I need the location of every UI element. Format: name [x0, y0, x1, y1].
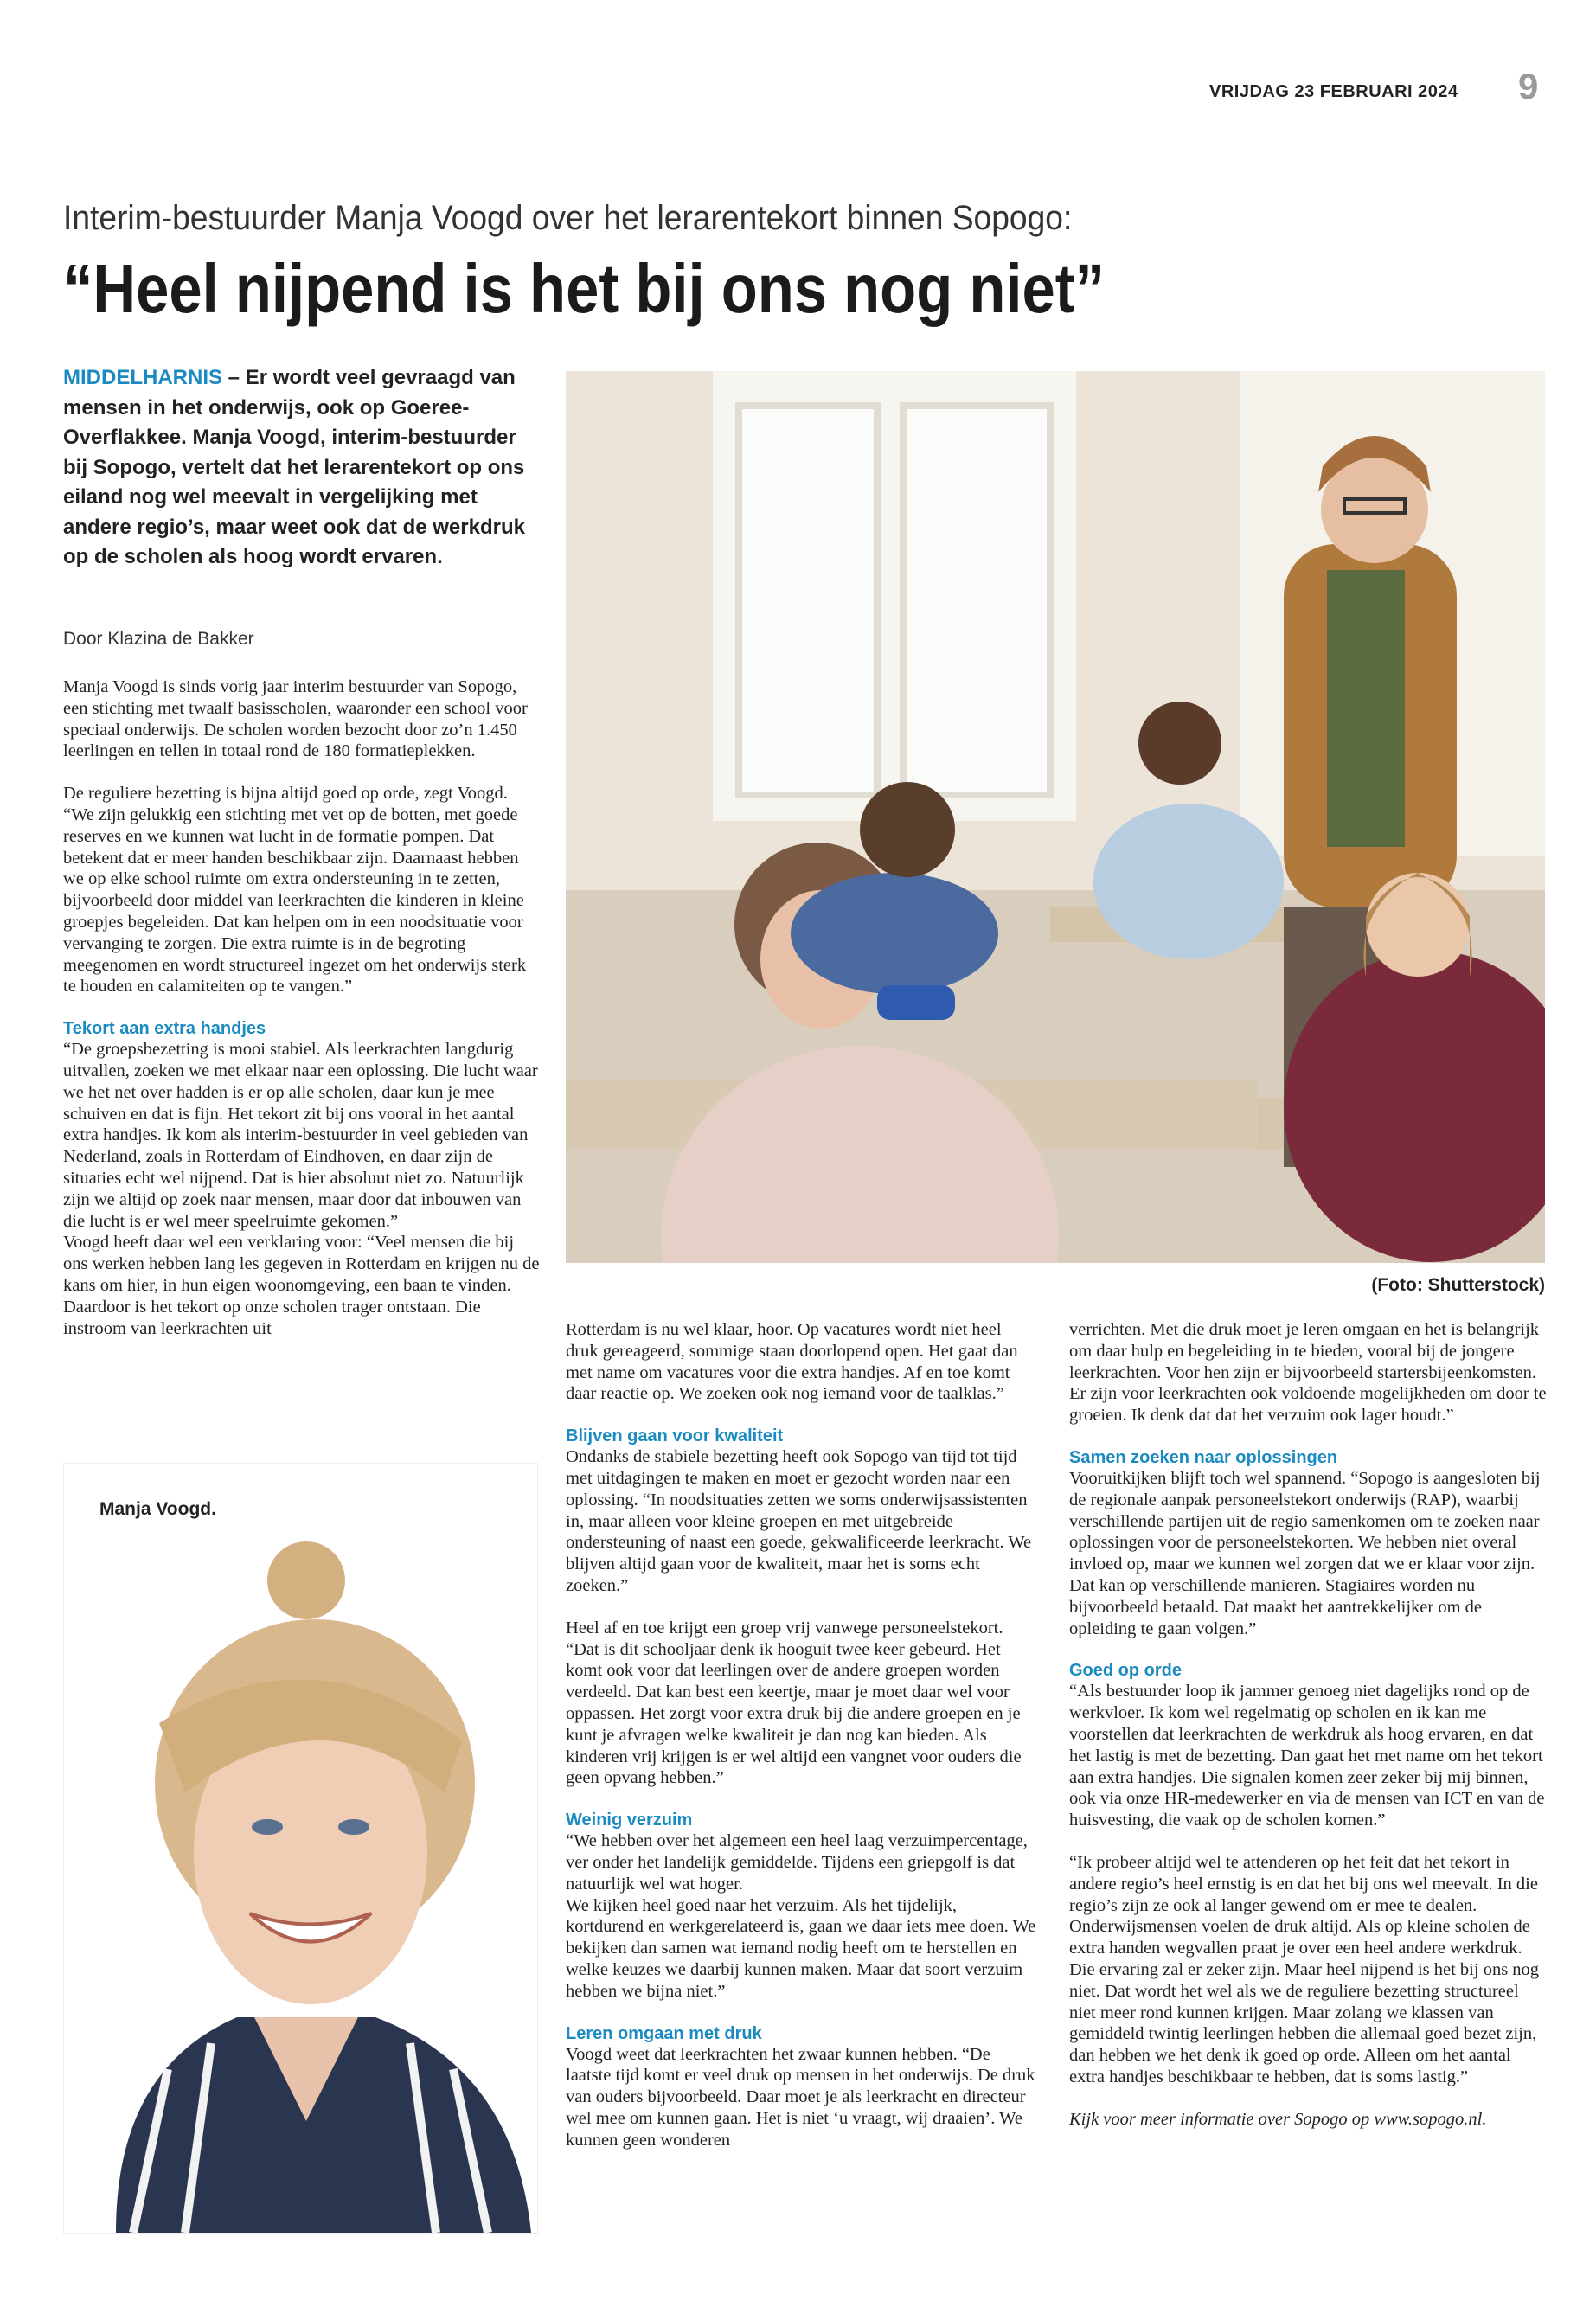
text-column-3	[1069, 1319, 1547, 2151]
paragraph: Manja Voogd is sinds vorig jaar interim bestuurder van Sopogo, een stichting met twaalf basisscholen, waaronder een school voor speciaal onderwijs. De scholen worden bezocht door zo’n 1.450 leerlingen en tellen in totaal rond de 180 formatieplekken.	[63, 677, 528, 761]
paragraph: “Als bestuurder loop ik jammer genoeg niet dagelijks rond op de werkvloer. Ik kom wel regelmatig op scholen en ik kan me voorstellen dat leerkrachten de werkdruk als hoog ervaren, en dat het lastig is met de bezetting. Dan gaat het met name om het tekort aan extra handjes. Die signalen komen zeer zeker bij mij binnen, ook via onze HR-medewerker en via de mensen van ICT en van de huisvesting, die vaak op de scholen komen.”	[1069, 1682, 1545, 1830]
subheading: Samen zoeken naar oplossingen	[1069, 1447, 1338, 1467]
subheading: Blijven gaan voor kwaliteit	[566, 1426, 784, 1446]
text-column-1	[63, 676, 541, 1360]
paragraph: Vooruitkijken blijft toch wel spannend. “Sopogo is aangesloten bij de regionale aanpak personeelstekort onderwijs (RAP), waarbij verschillende partijen uit de regio samenkomen om te zoeken naar oplossingen voor de personeelstekorten. We hebben niet overal invloed op, maar we kunnen wel zorgen dat we er klaar voor zijn. Dat kan op verschillende manieren. Stagiaires worden nu bijvoorbeeld betaald. Dat maakt het aantrekkelijker om de opleiding te gaan volgen.”	[1069, 1468, 1541, 1638]
page-number: 9	[1518, 66, 1539, 106]
article-kicker: Interim-bestuurder Manja Voogd over het lerarentekort binnen Sopogo:	[63, 199, 1073, 237]
subheading: Goed op orde	[1069, 1661, 1182, 1681]
classroom-photo	[566, 371, 1545, 1263]
paragraph: “De groepsbezetting is mooi stabiel. Als leerkrachten langdurig uitvallen, zoeken we met elkaar naar een oplossing. Die lucht waar we het net over hadden is er op alle scholen, daar kun je mee schuiven en dat is fijn. Het tekort zit bij ons vooral in het aantal extra handjes. Ik kom als interim-bestuurder in veel gebieden van Nederland, zoals in Rotterdam of Eindhoven, en daar zijn de situaties echt wel nijpend. Dat is hier absoluut niet zo. Natuurlijk zijn we altijd op zoek naar mensen, maar door dat inbouwen van die lucht is er wel meer speelruimte gekomen.”	[63, 1040, 538, 1231]
paragraph: De reguliere bezetting is bijna altijd goed op orde, zegt Voogd. “We zijn gelukkig een stichting met vet op de botten, met goede reserves en we kunnen wat lucht in de formatie pompen. Dat betekent dat er meer handen beschikbaar zijn. Daarnaast hebben we op elke school ruimte om extra ondersteuning in te zetten, bijvoorbeeld door middel van leerkrachten die kinderen in kleine groepjes begeleiden. Dat kan helpen om in een noodsituatie voor vervanging te zorgen. Die extra ruimte is in de begroting meegenomen en wordt structureel ingezet om het onderwijs sterk te houden en calamiteiten op te vangen.”	[63, 784, 527, 997]
child-boy-plaid	[791, 873, 998, 994]
portrait-photo	[63, 1463, 538, 2234]
paragraph: Heel af en toe krijgt een groep vrij vanwege personeelstekort. “Dat is dit schooljaar denk ik hooguit twee keer gebeurd. Het komt ook voor dat leerlingen over de andere groepen worden verdeeld. Dat kan best een keertje, maar je moet daar wel voor oppassen. Het zorgt voor extra druk bij die andere groepen en je kunt je afvragen welke kwaliteit je dan nog kan bieden. Als kinderen vrij krijgen is er wel altijd een vangnet voor ouders die geen opvang hebben.”	[566, 1618, 1022, 1788]
lead-location: MIDDELHARNIS	[63, 366, 222, 389]
classroom-illustration	[566, 371, 1545, 1263]
text-column-2	[566, 1319, 1037, 2172]
child-boy-blue	[1093, 804, 1284, 959]
portrait-illustration	[64, 1464, 537, 2233]
subheading: Tekort aan extra handjes	[63, 1019, 266, 1039]
paragraph: Voogd heeft daar wel een verklaring voor: “Veel mensen die bij ons werken hebben lang les gegeven in Rotterdam en krijgen nu de kans om hier, in hun eigen woonomgeving, een baan te vinden. Daardoor is het tekort op onze scholen trager ontstaan. Die instroom van leerkrachten uit	[63, 1233, 540, 1338]
paragraph: Ondanks de stabiele bezetting heeft ook Sopogo van tijd tot tijd met uitdagingen te maken en moet er gezocht worden naar een oplossing. “In noodsituaties zetten we soms onderwijsassistenten in, maar alleen voor kleine groepen en met uitgebreide ondersteuning of naast een goede, gekwalificeerde leerkracht. We blijven altijd gaan voor de kwaliteit, maar het is soms echt zoeken.”	[566, 1447, 1032, 1595]
paragraph: “We hebben over het algemeen een heel laag verzuimpercentage, ver onder het landelijk gemiddelde. Tijdens een griepgolf is dat natuurlijk wel wat hoger.	[566, 1831, 1028, 1894]
issue-date: VRIJDAG 23 FEBRUARI 2024	[1209, 82, 1458, 101]
article-headline: “Heel nijpend is het bij ons nog niet”	[63, 250, 1106, 327]
paragraph: We kijken heel goed naar het verzuim. Als het tijdelijk, kortdurend en werkgerelateerd is, gaan we daar iets mee doen. We bekijken dan samen wat iemand nodig heeft om te herstellen en welke keuzes we daarbij kunnen maken. Maar dat soort verzuim hebben we bijna niet.”	[566, 1895, 1036, 2001]
pencil-case	[877, 985, 955, 1020]
paragraph: “Ik probeer altijd wel te attenderen op het feit dat het tekort in andere regio’s heel ernstig is en dat het bij ons wel meevalt. In die regio’s zijn ze ook al langer gewend om er mee te dealen. Onderwijsmensen voelen de druk altijd. Als op kleine scholen de extra handen wegvallen praat je over een heel andere werkdruk. Die ervaring zal er zeker zijn. Maar heel nijpend is het bij ons nog niet. Dat wordt het wel als we de reguliere bezetting structureel niet meer rond kunnen krijgen. Maar zolang we klassen van gemiddeld twintig leerlingen hebben die allemaal goed bezet zijn, dan hebben we het denk ik goed op orde. Alleen om het aantal extra handjes beschikbaar te hebben, dat is soms lastig.”	[1069, 1852, 1540, 2086]
subheading: Leren omgaan met druk	[566, 2023, 762, 2043]
paragraph: Voogd weet dat leerkrachten het zwaar kunnen hebben. “De laatste tijd komt er veel druk op mensen in het onderwijs. De druk van ouders bijvoorbeeld. Daar moet je als leerkracht en directeur wel mee om kunnen gaan. Het is niet ‘u vraagt, wij draaien’. We kunnen geen wonderen	[566, 2044, 1035, 2150]
lead-text: – Er wordt veel gevraagd van mensen in het onderwijs, ook op Goeree-Overflakkee. Manja Voogd, interim-bestuurder bij Sopogo, vertelt dat het lerarentekort op ons eiland nog wel meevalt in vergelijking met andere regio’s, maar weet ook dat de werkdruk op de scholen als hoog wordt ervaren.	[63, 366, 525, 568]
byline: Door Klazina de Bakker	[63, 629, 254, 649]
subheading: Weinig verzuim	[566, 1811, 693, 1830]
closing-note: Kijk voor meer informatie over Sopogo op www.sopogo.nl.	[1069, 2109, 1487, 2129]
article-lead	[63, 363, 543, 573]
paragraph: Rotterdam is nu wel klaar, hoor. Op vacatures wordt niet heel druk gereageerd, sommige staan doorlopend open. Het gaat dan met name om vacatures voor die extra handjes. Af en toe komt daar reactie op. We zoeken ook nog iemand voor de taalklas.”	[566, 1320, 1018, 1404]
paragraph: verrichten. Met die druk moet je leren omgaan en het is belangrijk om daar hulp en begeleiding in te bieden, vooral bij de jongere leerkrachten. Voor hen zijn er bijvoorbeeld startersbijeenkomsten. Er zijn voor leerkrachten ook voldoende mogelijkheden om door te groeien. Ik denk dat dat het verzuim ook lager houdt.”	[1069, 1320, 1547, 1426]
photo-credit: (Foto: Shutterstock)	[1371, 1275, 1545, 1295]
portrait-caption: Manja Voogd.	[99, 1499, 216, 1519]
